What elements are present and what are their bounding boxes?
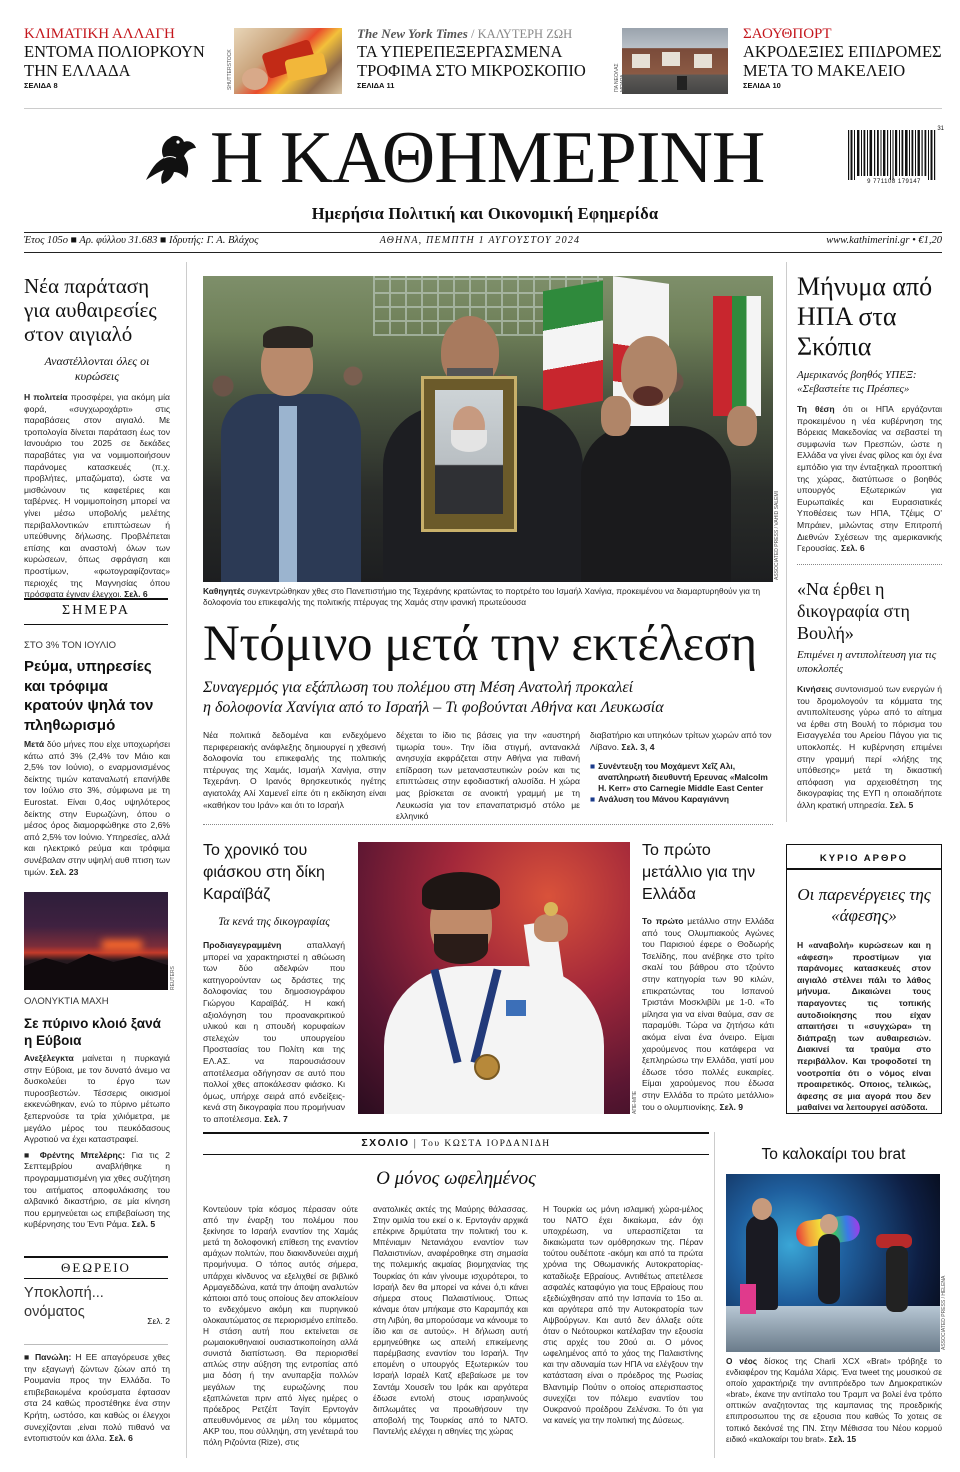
masthead-logo-icon xyxy=(138,128,200,190)
brat-body xyxy=(726,1356,942,1445)
body-text: Για τις 2 Σεπτεμβρίου αναβλήθηκε η προγραμματισμένη για χθες συζήτηση του αιτήματος αποφυλάκισης του αλβανικό δικαστήριο, σε μία κίνηση που ερμηνεύεται ως επιβεβαίωση της κυβέρνησης του Έντι Ράμα. xyxy=(24,1149,170,1230)
photo-credit: ASSOCIATED PRESS / VAHID SALEMI xyxy=(774,490,780,580)
info-bar-top xyxy=(24,232,942,233)
photo-credit: REUTERS xyxy=(170,966,176,990)
beleris-brief xyxy=(24,1150,170,1231)
caption-text: συγκεντρώθηκαν χθες στο Πανεπιστήμιο της Τεχεράνης κρατώντας το πορτρέτο του Ισμαήλ Χανίγια, προκειμένου να διαμαρτυρηθούν για τη δολοφονία του επικεφαλής της πολιτικής πτέρυγας της Χαμάς στην ιρανική πρωτεύουσα xyxy=(203,586,761,607)
body xyxy=(797,404,942,555)
main-photo-caption xyxy=(203,586,773,608)
body-text: ότι οι ΗΠΑ εργάζονται προκειμένου η νέα κυβέρνηση της Βόρειας Μακεδονίας να σεβαστεί τη συμφωνία των Πρεσπών, ώστε η Ελλάδα να γίνει ένας φίλος και όχι ένα εμπόδιο για την ένταξηκαλ προοπτική της χώρας, διατύπωσε ο βοηθός υπουργός Εξωτερικών για Ευρωπαϊκές και Ευρασιατικές Υποθέσεις των ΗΠΑ, Τζέιμς Ο' Μπράιεν, μιλώντας στην Επιτροπή Διεθνών Σχέσεων της αμερικανικής Γερουσίας. xyxy=(797,404,943,554)
barcode-number: 9 771108 179147 xyxy=(846,179,942,185)
page-ref: Σελ. 6 xyxy=(841,543,865,554)
fire-photo xyxy=(24,892,168,990)
teaser-2[interactable] xyxy=(357,26,597,96)
headline: Ρεύμα, υπηρεσίες και τρόφιμα κρατούν ψηλά τον πληθωρισμό xyxy=(24,658,154,734)
sxolio-label: ΣΧΟΛΙΟ xyxy=(361,1137,410,1149)
body xyxy=(24,392,170,601)
sxolio-col2: ανατολικές ακτές της Μαύρης θάλασσας. Στην ομιλία του εκεί ο κ. Ερντογάν αρχικά επέκρινε δριμύτατα την πολιτική του κ. Μπένιαμιν Νετανιάχου εναντίον των Παλαιστινίων, αναφέροθηκε στη σημασία της πολεμικής ακμαίας βιομηχανίας της Τουρκίας ότι κάιν γίνουμε ισχυρότεροι, το Ισραήλ δεν θα μπορεί να κάνει ό,τι κάνει σήμερα στους Παλαιστίνιους. Όπως κάναμε όταν μπήκαμε στο Καραμπάχ και στη Λιβύη, θα μπορούσαμε να κάνουμε το ίδιο και σε αυτούς». Η δήλωση αυτή ερμηνεύθηκε ως απειλή επικείμενης παρέμβασης εναντίον του Ισραήλ. Την επομένη ο υπουργός Εξωτερικών του Ισραήλ Ισραέλ Κατζ εβεβαίωσε με τον Σαντάμ Χουσεΐν του Ιράκ και αργότερα έδωσε εντολή στους ισραηλινούς διπλωμάτες να προωθήσουν την αποβολή της Τουρκίας από το ΝΑΤΟ. Παντελής ελέγχει η αθηνίες της χώρας xyxy=(373,1204,528,1436)
photo-credit: SHUTTERSTOCK xyxy=(227,49,233,90)
teaser-title: ΤΡΟΦΙΜΑ ΣΤΟ ΜΙΚΡΟΣΚΟΠΙΟ xyxy=(357,61,586,80)
body-text: δύο μήνες που είχε υποχωρήσει κάτω από 3% (2,4% τον Μάιο και 2,5% τον Ιούνιο), ο εναρμονισμένος δείκτης τιμών καταναλωτή επανήλθε τον Ιούλιο στο 3%, σύμφωνα με τη Eurostat. Είναι 0,4ος υψηλότερος δείκτης στην Ευρωζώνη, όπου ο μέσος όρος διαμορφώθηκε στο 2,6% από 2,5% τον Ιούνιο. Υπηρεσίες, αλλά και ηλεκτρικό ρεύμα και τρόφιμα συνέβαλαν στην υψηλή αυθ πτιση των τιμών. xyxy=(24,739,170,877)
sxolio-header: ΣΧΟΛΙΟ | Του ΚΩΣΤΑ ΙΟΡΔΑΝΙΔΗ xyxy=(361,1137,551,1149)
headline: Σε πύρινο κλοιό ξανά η Εύβοια xyxy=(24,1016,161,1048)
teaser-food-photo xyxy=(234,28,342,94)
sxolio-rule-mid xyxy=(203,1154,709,1155)
teaser-page: ΣΕΛΙΔΑ 10 xyxy=(743,81,781,90)
body xyxy=(24,1053,170,1146)
related-link[interactable]: ■ Συνέντευξη του Μοχάμεντ Χεΐζ Αλι, αναπληρωτή διευθυντή Ερευνας «Malcolm H. Kerr» στο Carnegie Middle East Center xyxy=(590,761,768,794)
sxolio-author: Του ΚΩΣΤΑ ΙΟΡΔΑΝΙΔΗ xyxy=(421,1139,551,1149)
simera-rule-bottom xyxy=(24,624,168,625)
page-ref: Σελ. 2 xyxy=(147,1316,170,1326)
photo-credit: ASSOCIATED PRESS / HELENA xyxy=(941,1275,947,1350)
page-ref: Σελ. 5 xyxy=(131,1219,156,1230)
lead: Ανεξέλεγκτα xyxy=(24,1053,74,1063)
story-aigialos[interactable] xyxy=(24,274,170,601)
teaser-page: ΣΕΛΙΔΑ 8 xyxy=(24,81,58,90)
divider xyxy=(24,1344,168,1345)
info-bar-date: ΑΘΗΝΑ, ΠΕΜΠΤΗ 1 ΑΥΓΟΥΣΤΟΥ 2024 xyxy=(379,235,581,246)
headline: Το πρώτο μετάλλιο για την Ελλάδα xyxy=(642,842,756,903)
nyt-logo: The New York Times xyxy=(357,26,468,41)
story-panoli[interactable] xyxy=(24,1352,170,1445)
page-ref: Σελ. 23 xyxy=(50,866,79,877)
body-text: Η ΕΕ απαγόρευσε χθες την εξαγωγή ζώντων ζώων από τη Ρουμανία προς την Ελλάδα. Το επιβεβαιωμένα κρούσματα έφτασαν στα 24 καθώς προστέθηκε ένα στην Κρήτη, ωστόσο, και καθώς οι έλεγχοι συνεχίζονται ,είναι πολύ πιθανό να εντοπιστούν και άλλα. xyxy=(24,1352,171,1444)
lead: ■ Πανώλη: xyxy=(24,1352,72,1362)
main-photo-tehran xyxy=(203,276,773,582)
headline: Το χρονικό του φιάσκου στη δίκη Καραϊβάζ xyxy=(203,842,325,903)
deck: Τα κενά της δικογραφίας xyxy=(218,916,330,928)
page-ref: Σελ. 15 xyxy=(828,1433,857,1444)
kicker: ΟΛΟΝΥΚΤΙΑ ΜΑΧΗ xyxy=(24,996,109,1007)
lead: Προδιαγεγραμμένη xyxy=(203,940,282,950)
page-ref: Σελ. 6 xyxy=(124,589,148,600)
story-medal[interactable] xyxy=(642,840,774,1113)
lead-headline[interactable]: Ντόμινο μετά την εκτέλεση xyxy=(203,616,757,672)
barcode xyxy=(846,128,942,190)
story-skopia[interactable] xyxy=(797,272,942,555)
lead: Μετά xyxy=(24,739,45,749)
lead: Τη θέση xyxy=(797,404,835,414)
lead-body-col1 xyxy=(203,730,386,811)
masthead-title: Η ΚΑΘΗΜΕΡΙΝΗ xyxy=(210,117,765,199)
editorial-label: ΚΥΡΙΟ ΑΡΘΡΟ xyxy=(787,845,941,870)
simera-rule xyxy=(24,598,168,600)
sxolio-headline[interactable]: Ο μόνος ωφελημένος xyxy=(376,1168,536,1189)
lead: Ο νέος xyxy=(726,1356,758,1366)
deck: Αναστέλλονται όλες οι κυρώσεις xyxy=(44,354,150,383)
teaser-kicker: ΚΛΙΜΑΤΙΚΗ ΑΛΛΑΓΗ xyxy=(24,26,175,42)
info-bar-left: Έτος 105ο ■ Αρ. φύλλου 31.683 ■ Ιδρυτής: Γ. Α. Βλάχος xyxy=(24,235,259,246)
story-evia[interactable] xyxy=(24,996,170,1231)
section-simera: ΣΗΜΕΡΑ xyxy=(62,603,130,618)
lead-body-col2 xyxy=(396,730,580,823)
sxolio-col3: Η Τουρκία ως μόνη ισλαμική χώρα-μέλος του ΝΑΤΟ έχει δικαίωμα, εάν όχι υποχρέωση, να υπερασπίζεται τα δικαιώματα των ομόθρησκων της. Πέραν τούτου ουδέποτε -ακόμη και από τα πρώτα χρόνια της Οθωμανικής Αυτοκρατορίας- καταδίωξε Εβραίους. Αντιθέτως απετέλεσε ασφαλές καταφύγιο για τους Εβραίους που εξεδιώχθησαν από την Ισπανία το 15ο αι. και αργότερα από την Αυτοκρατορία των Αψβούργων. Και αυτό δεν άλλαξε ούτε όταν ο Νεότουρκοι κατέλαβαν την εξουσία στις αρχές του 20ού αι. Ο μόνος ωφελημένος από το χάος της Παλαιστίνης και την αδυναμία των ΗΠΑ να ελέγξουν την κατάσταση είναι ο πρόεδρος της Ρωσίας Βλαντιμίρ Πούτιν ο οποίος απερισπαστος συνεχίζει τον πόλεμο εναντίον του Ουκρανού προέδρου Ζελένσκι. Το ότι για να κανείς για την πολιτική της Δύσεως. xyxy=(543,1204,703,1425)
story-brat[interactable] xyxy=(725,1144,942,1166)
column-rule xyxy=(186,262,187,1458)
dotted-divider xyxy=(203,824,773,825)
caption-lead: Καθηγητές xyxy=(203,586,245,596)
headline: «Να έρθει η δικογραφία στη Βουλή» xyxy=(797,579,910,643)
teaser-3[interactable] xyxy=(743,26,943,96)
sxolio-col1: Κοντεύουν τρία κόσμος πέρασαν ούτε από την έναρξη του πολέμου που ξεκίνησε το Ισραήλ εναντίον της Χαμάς μετά τη δολοφονική επίθεση της εναντίον αμάχων πολιτών, που διακινδυνεύει αιχμή προμήνυμα. Ο τόπος αυτός σήμερα, υπάρχει κίνδυνος να εξελιχθεί σε βιβλικό Αρμαγεδδώνα, κατά την άποψη αναλυτών κάποιοι από τους οποίους δεν αποκλείουν το ενδεχόμενο ακόμη και πυρηνικού ολοκαυτώματος σε περιορισμένο επίπεδο. Η στάση αυτή που εκτείνεται σε ρωμαιοκυθηναιοί ουσιαστικοποίηση αλλά συνιστά διαπίστωση. Θα περιορισθεί απλώς στην αύξηση της εντροπίας από μια δόση ή την ανυπαρξία πολλών μεγάλων της ευρωζώνης που εξαπλώνεται πριν από λίγες ημέρες ο πρόεδρος Ρετζέπ Ταγίπ Ερντογάν απευθυνόμενος σε μέλη του κόμματος AKP του, που σύλληψη, στη γενέτειρά του πόλη Ριζούντα (Rize), στις xyxy=(203,1204,358,1447)
page-ref: Σελ. 3, 4 xyxy=(621,741,655,752)
sxolio-rule-top xyxy=(203,1132,709,1134)
body-text: δέχεται το ίδιο τις βάσεις για την «αυστηρή τιμωρία του». Την ίδια στιγμή, αντανακλά ανησυχία εκφράζεται στην Αθήνα για πιθανή επίδραση των μεταναστευτικών ροών και τις επιπτώσεις στην εφοδιαστική αλυσίδα. Η χώρα μας βρίσκεται σε ανοικτή γραμμή με τη Λευκωσία για τον επαναπατρισμό στόλο με ελληνικό xyxy=(396,730,580,822)
page-ref: Σελ. 5 xyxy=(889,799,914,810)
teaser-kicker: / ΚΑΛΥΤΕΡΗ ΖΩΗ xyxy=(467,27,573,41)
divider xyxy=(24,108,942,109)
lead: Το πρώτο xyxy=(642,916,684,926)
related-link[interactable]: ■ Ανάλυση του Μάνου Καραγιάννη xyxy=(590,794,730,805)
lead-body-col3 xyxy=(590,730,773,805)
deck-line: Συναγερμός για εξάπλωση του πολέμου στη Μέση Ανατολή προκαλεί xyxy=(203,679,634,696)
page-ref: Σελ. 6 xyxy=(109,1433,133,1444)
judo-photo xyxy=(358,842,630,1114)
teaser-title: ΤΑ ΥΠΕΡΕΠΕΞΕΡΓΑΣΜΕΝΑ xyxy=(357,42,563,61)
lead: Κινήσεις xyxy=(797,684,833,694)
dotted-divider xyxy=(797,564,942,565)
body-text: δίσκος της Charli XCX «Brat» τρόβηξε το ενδιαφέρον της Καμάλα Χάρις. Ένα tweet της μουσικού σε οποίο χαρακτήριζε την αντιπρόεδρο των Δημοκρατικών «brat», έκανε την αντίπαλο του Τραμπ να βολεί ένα τρόπο οπτικών αναζητοντας της καμπανιας της προεδρικής επιπροσωπου της σε εξουσια που καθώς Το χοτεις σε τοπικό δεκόνσέ της ΠΝ. Στην Μέθισσα του Νέου κορμού ειδικό «καλοκαίρι του brat». xyxy=(726,1356,942,1444)
headline: Το καλοκαίρι του brat xyxy=(761,1146,906,1163)
story-dikografia[interactable] xyxy=(797,578,942,812)
teaser-kicker: ΣΑΟΥΘΠΟΡΤ xyxy=(743,26,832,42)
theoreio-rule-bottom xyxy=(24,1278,168,1279)
body xyxy=(797,684,942,812)
barcode-top: 31 xyxy=(937,126,944,132)
editorial-body: Η «αναβολή» κυρώσεων και η «άφεση» προστίμων για παράνομες κατασκευές στον αιγιαλό στέλνει πάλι το λάθος μήνυμα. Δικαιώνει τους παραγοντες τις τοπικής αυτοδιοίκησης που είχαν απαιτήσει τι «συγχώρα» τη διάπραξη των αυθαιρεσιών. Διακινεί τα τραύμα στο περιβάλλον. Και τροφοδοτεί τη νοοτροπία ότι ο νόμος είναι προαιρετικός. Οποιος, τελικώς, άφεσης σε μια αγορά που δεν μαθαίνει να λειτουργεί ασύδοτα. xyxy=(797,940,931,1113)
body xyxy=(642,916,774,1113)
bullet-icon: ■ xyxy=(590,794,596,805)
body-text: μετάλλιο στην Ελλάδα από τους Ολυμπιακούς Αγώνες του Παρισιού έφερε ο Θοδωρής Τσελίδης, που ανέβηκε στο τρίτο σκαλί του βάθρου στο τζούντο στην κατηγορία των 90 κιλών, επικρατώντας του Ισπανού Τριστάνι Μοσκλιβίλι με 1-0. «Το μίλησα για να είναι θαύμα, σαν σε παραμύθι. Τώρα να ζητήσω κάτι ακόμα είναι ένα όνειρο. Είμαι χαρούμενος που κατάφερα να ξεπληρώσω την Ελλάδα, γιατί μου έδωσε τόσο πολλές ευκαιρίες. Είμαι χαρούμενος που έδωσα στην Ελλάδα το πρώτο μετάλλιο» του ο ολυμπιονίκης. xyxy=(642,916,774,1112)
body-text: απαλλαγή μπορεί να χαρακτηριστεί η αθώωση των δύο αδελφών που κατηγορούνταν ως δράστες της δολοφονίας του δημοσιογράφου Γιώργου Καραϊβάζ. Η κακή αξιολόγηση του προανακριτικού υλικού και η σπουδή κορυφαίων στελεχών του υπουργείου Προστασίας του Πολίτη και της ΕΛ.ΑΣ. να παρουσιάσουν αποτέλεσμα οδήγησαν σε αυτό που πολλοί χθες αποκάλεσαν φιάσκο. Κι όμως, υπήρχε σειρά από ενδείξεις-κενά στη δικογραφία που προμήνυαν το αποτέλεσμα. xyxy=(203,940,345,1124)
bullet-icon: ■ xyxy=(590,761,596,772)
deck-line: η δολοφονία Χανίγια από το Ισραήλ – Τι φοβούνται Αθήνα και Λευκωσία xyxy=(203,699,664,716)
body-text: Νέα πολιτικά δεδομένα και ενδεχόμενο περιφερειακής ανάφλεξης δημιουργεί η χθεσινή δολοφονία του επικεφαλής της πολιτικής πτέρυγας της Χαμάς, Ισμαήλ Χανίγια, στην Τεχεράνη. Ο Ιρανός θρησκευτικός ηγέτης αγιατολάχ Αλί Χαμενεΐ είπε ότι η εκδίκηση είναι «καθήκον του Ιράν» και ότι το Ισραήλ xyxy=(203,730,386,810)
teaser-1[interactable] xyxy=(24,26,214,96)
body-text: διαβατήριο και υπηκόων τρίτων χωρών από τον Λίβανο. xyxy=(590,730,772,752)
related-links xyxy=(590,761,773,805)
headline: Νέα παράταση για αυθαιρεσίες στον αιγιαλό xyxy=(24,274,157,346)
teaser-title: ΜΕΤΑ ΤΟ ΜΑΚΕΛΕΙΟ xyxy=(743,61,906,80)
deck: Αμερικανός βοηθός ΥΠΕΞ: «Σεβαστείτε τις Πρέσπες» xyxy=(797,369,917,395)
body xyxy=(203,940,345,1126)
theoreio-rule xyxy=(24,1256,168,1258)
headline: Μήνυμα από ΗΠΑ στα Σκόπια xyxy=(797,272,933,361)
teaser-title: ΕΝΤΟΜΑ ΠΟΛΙΟΡΚΟΥΝ xyxy=(24,42,205,61)
teaser-title: ΤΗΝ ΕΛΛΑΔΑ xyxy=(24,61,131,80)
section-theoreio: ΘΕΩΡΕΙΟ xyxy=(61,1260,131,1275)
column-rule xyxy=(714,1132,715,1458)
body-text: μαίνεται η πυρκαγιά στην Εύβοια, με τον δυνατό άνεμο να δυσκολεύει το έργο των πυροσβεστών. Τέσσερις οικισμοί εκκενώθηκαν, ενώ το πύρινο μέτωπο ξεπερνούσε τα τρία χιλιόμετρα, με μεγάλο μέρος του πευκόδασους Αγροτιού να έχει καταστραφεί. xyxy=(24,1053,170,1145)
masthead-subtitle: Ημερήσια Πολιτική και Οικονομική Εφημερίδα xyxy=(311,204,659,223)
story-inflation[interactable] xyxy=(24,640,170,878)
photo-credit: ΠΑ ΝΕΟΛΑΣ ΜΠΑΡΑ xyxy=(614,63,626,92)
concert-photo xyxy=(726,1174,940,1352)
teaser-street-photo xyxy=(622,28,728,94)
teaser-title: ΑΚΡΟΔΕΞΙΕΣ ΕΠΙΔΡΟΜΕΣ xyxy=(743,42,942,61)
story-karaivaz[interactable] xyxy=(203,840,345,1126)
lead: Η πολιτεία xyxy=(24,392,68,402)
page-ref: Σελ. 7 xyxy=(264,1113,288,1124)
page-ref: Σελ. 9 xyxy=(719,1101,744,1112)
info-bar-bottom xyxy=(24,252,942,253)
info-bar-right: www.kathimerini.gr • €1,20 xyxy=(826,235,942,246)
deck: Επιμένει η αντιπολίτευση για τις υποκλοπές xyxy=(797,649,937,675)
lead: ■ Φρέντης Μπελέρης: xyxy=(24,1149,126,1160)
kicker: ΣΤΟ 3% ΤΟΝ ΙΟΥΛΙΟ xyxy=(24,640,116,651)
headline: Υποκλοπή... ονόματος xyxy=(24,1285,104,1320)
editorial-box[interactable] xyxy=(786,844,942,1114)
photo-credit: ΑΠΕ-ΜΠΕ xyxy=(632,1090,638,1114)
story-ypoklopi[interactable] xyxy=(24,1284,170,1326)
column-rule xyxy=(786,262,787,822)
lead-deck xyxy=(203,678,778,718)
body-text: συντονισμού των ενεργών ή του δρομολογούν τα κόμματα της αντιπολίτευσης γύρω από το αίτημα να έρθει στη Βουλή το πόρισμα του Εισαγγελέα του Αρείου Πάγου για τις υποκλοπές. Η κυβέρνηση επιμένει στην γραμμή περί «λήξης της υπόθεσης» μετά τη δικαστική απόφαση για αρχειοθέτηση της δικογραφίας της ΕΥΠ η οποιαδήποτε άλλη κρατική υπηρεσία. xyxy=(797,684,942,810)
body xyxy=(24,739,170,878)
teaser-page: ΣΕΛΙΔΑ 11 xyxy=(357,81,395,90)
editorial-headline: Οι παρενέργειες της «άφεσης» xyxy=(797,885,931,925)
body-text: προσφέρει, για ακόμη μία φορά, «συγχωροχάρτι» στις παραβάσεις στον αιγιαλό. Με τροπολογία δίνεται παράταση έως τον Ιανουάριο του 2025 σε δεκάδες παραβάτες για να νομιμοποιήσουν παράνομες κατασκευές (π.χ. προβλήτες, μπαζώματα), ώστε να μισθώνουν τις καφετέριες και ταβέρνες. Η νομιμοποίηση μπορεί να γίνει μέσω υποβολής μελέτης περιβαλλοντικών επιπτώσεων ή υπεύθυνης δήλωσης. Προβλέπεται επίσης και αναστολή όλων των κυρώσεων, όπως σφράγιση και προστίμων, «φωτογραφίζοντας» περιοχές της Μαγνησίας όπου πρόσφατα έγιναν έλεγχοι. xyxy=(24,392,170,600)
